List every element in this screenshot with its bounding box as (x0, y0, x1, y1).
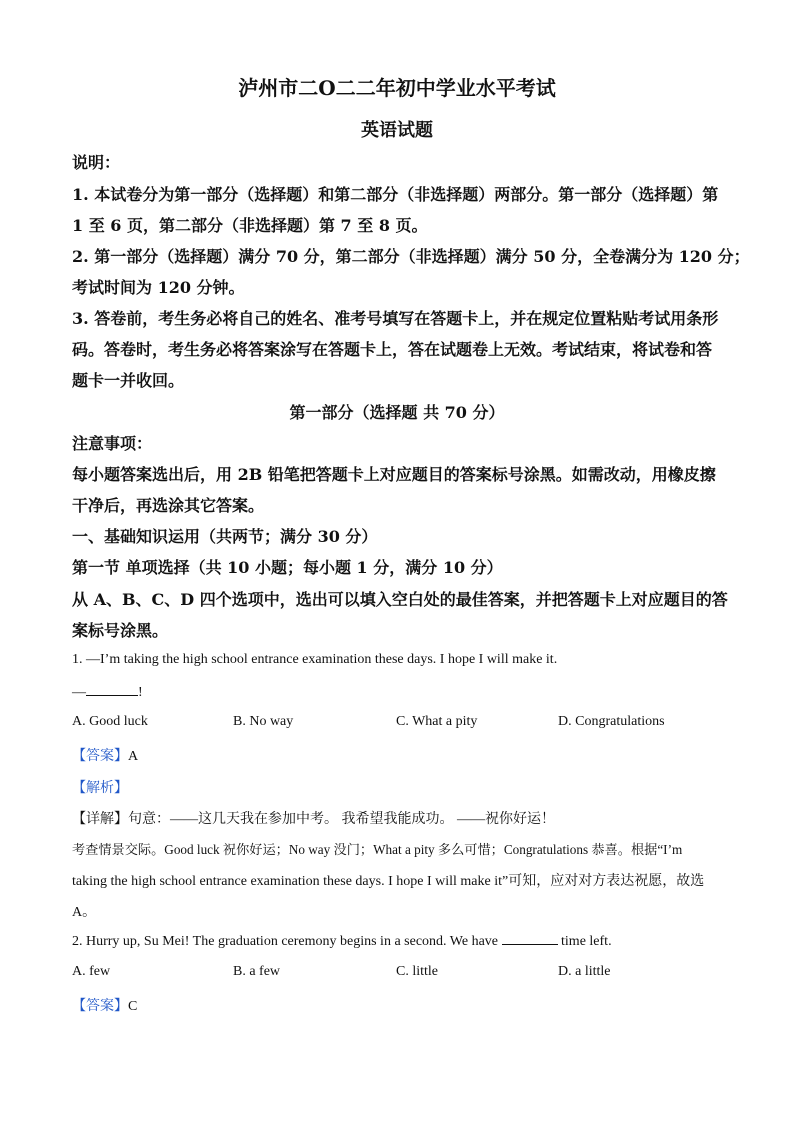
q2-option-a: A. few (72, 964, 111, 979)
q2-option-c: C. little (396, 964, 438, 979)
q1-detail (72, 808, 732, 828)
notice-heading: 注意事项： (72, 434, 153, 453)
q1-option-c: C. What a pity (396, 714, 478, 729)
subsection-heading: 第一节 单项选择（共 10 小题；每小题 1 分，满分 10 分） (72, 558, 503, 577)
q1-detail-text: 句意：——这几天我在参加中考。 我希望我能成功。 ——祝你好运！ (128, 812, 555, 827)
q2-option-d: D. a little (558, 964, 611, 979)
q1-detail-line: A。 (72, 905, 97, 920)
instruction-line: 1 至 6 页，第二部分（非选择题）第 7 至 8 页。 (72, 216, 428, 235)
exam-subtitle: 英语试题 (361, 120, 433, 141)
q1-detail-line: 考查情景交际。Good luck 祝你好运；No way 没门；What a pity 多么可惜；Congratulations 恭喜。根据“I’m (72, 842, 683, 857)
q1-detail-line: taking the high school entrance examination these days. I hope I will make it”可知，应对对方表达祝愿，故选 (72, 874, 705, 889)
q2-stem-end: time left. (557, 934, 612, 949)
q2-stem (72, 932, 732, 950)
notice-line: 每小题答案选出后，用 2B 铅笔把答题卡上对应题目的答案标号涂黑。如需改动，用橡皮擦 (72, 465, 716, 484)
detail-label: 【详解】 (72, 812, 128, 827)
instruction-line: 题卡一并收回。 (72, 371, 185, 390)
q1-stem: 1. —I’m taking the high school entrance examination these days. I hope I will make it. (72, 652, 558, 667)
instruction-line: 考试时间为 120 分钟。 (72, 278, 245, 297)
q1-option-a: A. Good luck (72, 714, 148, 729)
notice-line: 干净后，再选涂其它答案。 (72, 496, 265, 515)
instruction-line: 码。答卷时，考生务必将答案涂写在答题卡上，答在试题卷上无效。考试结束，将试卷和答 (72, 340, 713, 359)
directions-line: 案标号涂黑。 (72, 621, 169, 640)
q2-answer (72, 995, 732, 1015)
exam-title: 泸州市二O二二年初中学业水平考试 (238, 76, 556, 100)
q1-blank (86, 683, 138, 696)
directions-line: 从 A、B、C、D 四个选项中，选出可以填入空白处的最佳答案，并把答题卡上对应题目的答 (72, 590, 728, 609)
analysis-label: 【解析】 (72, 781, 128, 796)
q2-answer-value: C (128, 999, 138, 1014)
q2-stem-start: 2. Hurry up, Su Mei! The graduation ceremony begins in a second. We have (72, 934, 502, 949)
instructions-heading: 说明： (72, 153, 121, 172)
q1-option-d: D. Congratulations (558, 714, 665, 729)
q2-option-b: B. a few (233, 964, 281, 979)
instruction-line: 1. 本试卷分为第一部分（选择题）和第二部分（非选择题）两部分。第一部分（选择题）第 (72, 185, 719, 204)
q1-reply-end: ! (138, 685, 143, 700)
answer-label: 【答案】 (72, 999, 128, 1014)
q1-analysis (72, 777, 732, 797)
q1-answer (72, 745, 732, 765)
instruction-line: 2. 第一部分（选择题）满分 70 分，第二部分（非选择题）满分 50 分，全卷满分为 120 分； (72, 247, 750, 266)
q1-option-b: B. No way (233, 714, 294, 729)
part1-heading: 第一部分（选择题 共 70 分） (289, 403, 505, 422)
answer-label: 【答案】 (72, 749, 128, 764)
q1-reply-dash: — (72, 685, 86, 700)
q1-reply (72, 683, 732, 701)
section-heading: 一、基础知识运用（共两节；满分 30 分） (72, 527, 378, 546)
instruction-line: 3. 答卷前，考生务必将自己的姓名、准考号填写在答题卡上，并在规定位置粘贴考试用条形 (72, 309, 719, 328)
q2-blank (502, 932, 558, 945)
q1-answer-value: A (128, 749, 139, 764)
